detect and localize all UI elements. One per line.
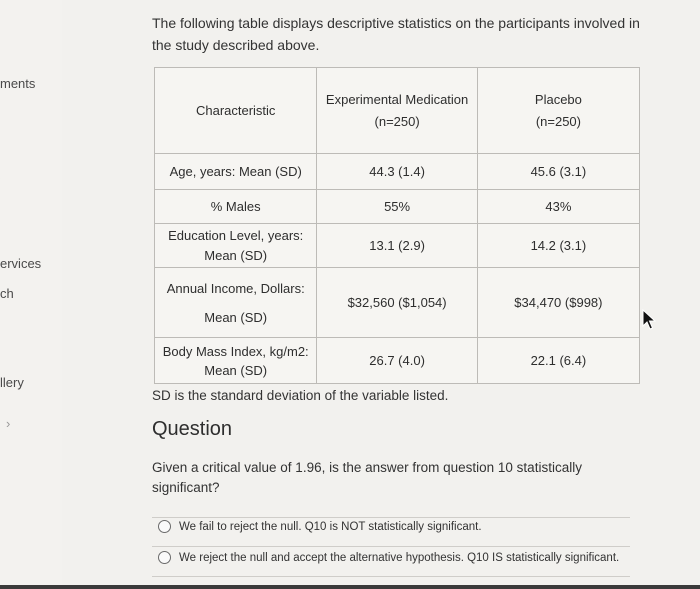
sd-note: SD is the standard deviation of the variable listed.	[152, 388, 449, 403]
income-label-line2: Mean (SD)	[204, 309, 268, 325]
age-label: Age, years: Mean (SD)	[155, 154, 317, 190]
income-label	[155, 268, 317, 338]
table-row	[155, 190, 640, 224]
bmi-experimental: 26.7 (4.0)	[317, 338, 477, 384]
option-divider	[152, 576, 630, 577]
header-experimental-line2: (n=250)	[374, 113, 420, 129]
bmi-placebo: 22.1 (6.4)	[477, 338, 639, 384]
option-divider	[152, 517, 630, 518]
sidebar-item-search[interactable]: ch	[0, 286, 14, 301]
option-fail-to-reject-label: We fail to reject the null. Q10 is NOT statistically significant.	[179, 520, 482, 533]
option-reject-null-label: We reject the null and accept the alternative hypothesis. Q10 IS statistically significant.	[179, 551, 620, 564]
question-text: Given a critical value of 1.96, is the answer from question 10 statistically significant?	[152, 460, 582, 495]
education-label-line1: Education Level, years:	[168, 227, 304, 243]
table-header-row	[155, 68, 640, 154]
sidebar	[0, 0, 63, 589]
table-row	[155, 338, 640, 384]
header-placebo	[477, 68, 639, 154]
income-experimental: $32,560 ($1,054)	[317, 268, 477, 338]
education-label	[155, 224, 317, 268]
bmi-label-line1: Body Mass Index, kg/m2:	[162, 343, 309, 359]
header-experimental	[317, 68, 477, 154]
sidebar-marker: ›	[6, 416, 11, 431]
sidebar-item-comments[interactable]: ments	[0, 76, 36, 91]
table-row	[155, 154, 640, 190]
bmi-label	[155, 338, 317, 384]
males-experimental: 55%	[317, 190, 477, 224]
question-title: Question	[152, 418, 233, 440]
sidebar-item-services[interactable]: ervices	[0, 256, 42, 271]
education-label-line2: Mean (SD)	[204, 247, 268, 263]
header-placebo-line1: Placebo	[534, 91, 582, 107]
males-label: % Males	[155, 190, 317, 224]
main-content	[62, 0, 700, 589]
males-placebo: 43%	[477, 190, 639, 224]
education-experimental: 13.1 (2.9)	[317, 224, 477, 268]
bmi-label-line2: Mean (SD)	[204, 362, 268, 378]
header-experimental-line1: Experimental Medication	[325, 91, 469, 107]
option-reject-null[interactable]	[158, 551, 619, 564]
mouse-cursor-icon	[640, 309, 656, 331]
education-placebo: 14.2 (3.1)	[477, 224, 639, 268]
age-placebo: 45.6 (3.1)	[477, 154, 639, 190]
sidebar-item-gallery[interactable]: llery	[0, 375, 24, 390]
option-divider	[152, 546, 630, 547]
bottom-edge	[0, 585, 700, 589]
income-placebo: $34,470 ($998)	[477, 268, 639, 338]
table-row	[155, 224, 640, 268]
header-characteristic-label: Characteristic	[195, 103, 276, 118]
sidebar-item-s[interactable]	[0, 168, 1, 183]
income-label-line1: Annual Income, Dollars:	[166, 280, 305, 296]
table-row	[155, 268, 640, 338]
stats-table	[154, 67, 640, 384]
age-experimental: 44.3 (1.4)	[317, 154, 477, 190]
header-placebo-line2: (n=250)	[535, 113, 581, 129]
intro-text: The following table displays descriptive statistics on the participants involved in the study described above.	[152, 15, 640, 53]
header-characteristic	[155, 68, 317, 154]
option-fail-to-reject[interactable]	[158, 520, 482, 533]
radio-icon[interactable]	[158, 551, 171, 564]
radio-icon[interactable]	[158, 520, 171, 533]
